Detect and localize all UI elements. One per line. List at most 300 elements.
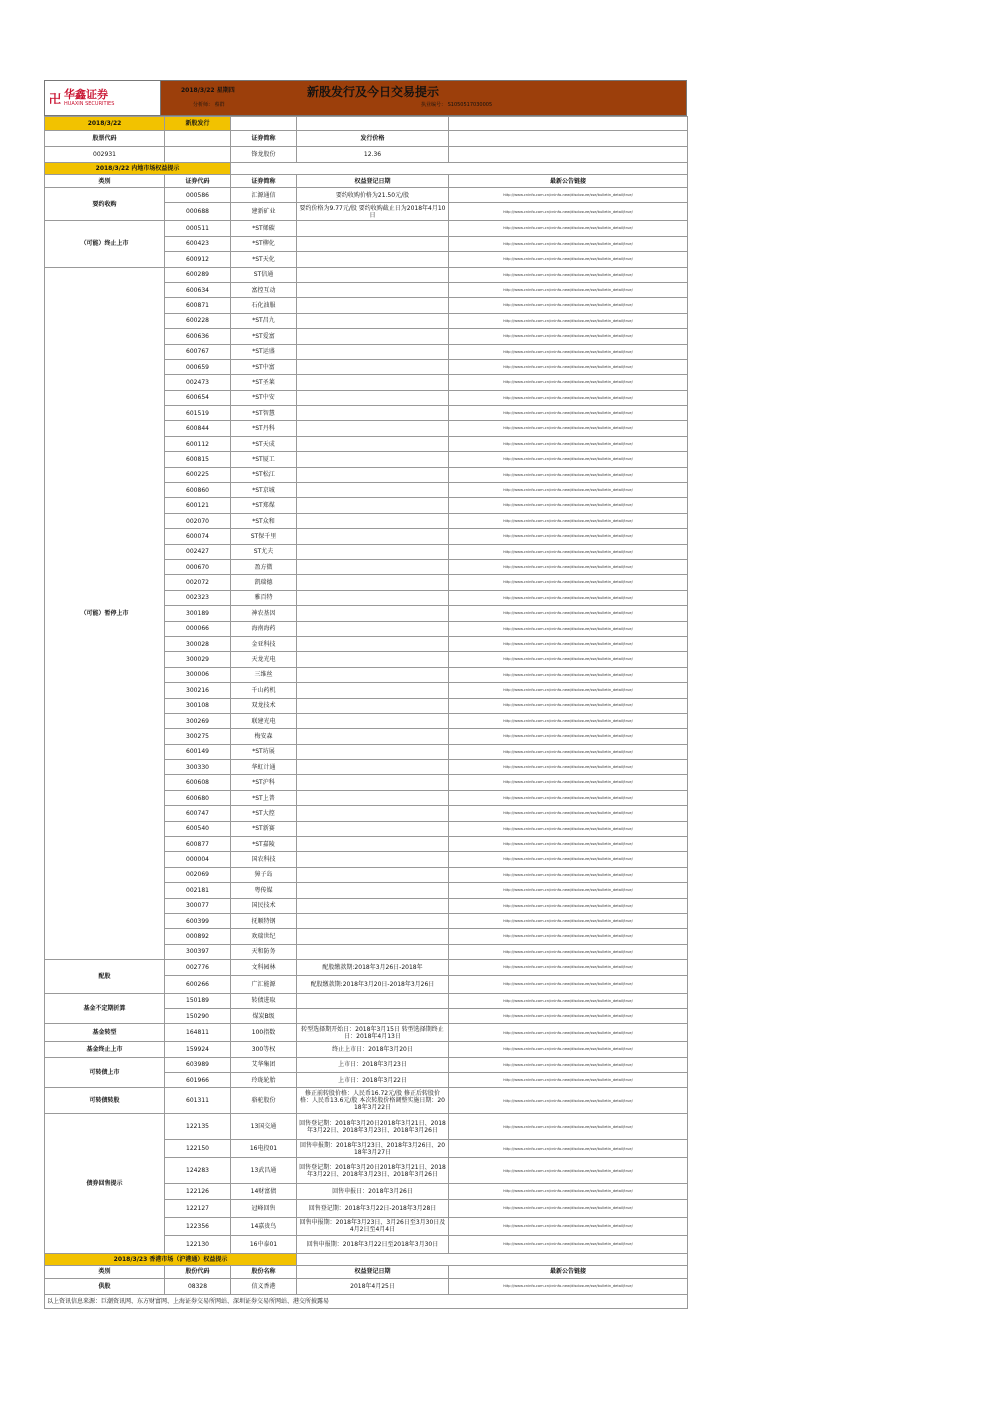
code-cell: 600877 [165, 837, 231, 852]
logo-name-en: HUAXIN SECURITIES [64, 101, 115, 107]
announcement-link[interactable]: http://www.cninfo.com.cn/cninfo-new/disclosure/sse/bulletin_detail/true/ [449, 744, 688, 759]
code-cell: 600399 [165, 913, 231, 928]
column-header: 最新公告链接 [449, 175, 688, 188]
announcement-link[interactable]: http://www.cninfo.com.cn/cninfo-new/disclosure/sse/bulletin_detail/true/ [449, 852, 688, 867]
category-cell: 基金终止上市 [45, 1042, 165, 1057]
record-date-cell: 回售申报期：2018年3月23日、2018年3月26日、2018年3月27日 [297, 1140, 449, 1158]
name-cell: *ST松江 [231, 467, 297, 482]
announcement-link[interactable]: http://www.cninfo.com.cn/cninfo-new/disclosure/sse/bulletin_detail/true/ [449, 929, 688, 944]
hk-bar-row [45, 1253, 688, 1265]
code-cell: 601311 [165, 1088, 231, 1114]
name-cell: 抚顺特钢 [231, 913, 297, 928]
code-cell: 600074 [165, 529, 231, 544]
announcement-link[interactable]: http://www.cninfo.com.cn/cninfo-new/disclosure/sse/bulletin_detail/true/ [449, 1184, 688, 1199]
name-cell: *ST圣莱 [231, 375, 297, 390]
name-cell: 煤炭B级 [231, 1008, 297, 1023]
record-date-cell: 回售申报期：2018年3月22日至2018年3月30日 [297, 1235, 449, 1253]
record-date-cell [297, 929, 449, 944]
announcement-link[interactable]: http://www.cninfo.com.cn/cninfo-new/disclosure/sse/bulletin_detail/true/ [449, 483, 688, 498]
code-cell: 300397 [165, 944, 231, 959]
name-cell: *ST坊展 [231, 744, 297, 759]
announcement-link[interactable]: http://www.cninfo.com.cn/cninfo-new/disclosure/sse/bulletin_detail/true/ [449, 960, 688, 975]
record-date-cell [297, 329, 449, 344]
ipo-date: 2018/3/22 [45, 117, 165, 131]
hk-section-label: 2018/3/23 香港市场（沪港通）权益提示 [45, 1253, 297, 1265]
announcement-link[interactable]: http://www.cninfo.com.cn/cninfo-new/disclosure/sse/bulletin_detail/true/ [449, 729, 688, 744]
code-cell: 600844 [165, 421, 231, 436]
name-cell: 华虹计通 [231, 760, 297, 775]
table-row [45, 1114, 688, 1140]
code-cell: 122127 [165, 1199, 231, 1217]
name-cell: ST保千里 [231, 529, 297, 544]
column-header: 类别 [45, 1265, 165, 1278]
report-date: 2018/3/22 星期四 [181, 87, 235, 94]
code-cell: 000511 [165, 221, 231, 236]
name-cell: *ST嘉陵 [231, 837, 297, 852]
record-date-cell [297, 436, 449, 451]
announcement-link[interactable]: http://www.cninfo.com.cn/cninfo-new/disclosure/sse/bulletin_detail/true/ [449, 1140, 688, 1158]
announcement-link[interactable]: http://www.cninfo.com.cn/cninfo-new/disclosure/sse/bulletin_detail/true/ [449, 1278, 688, 1294]
code-cell: 600680 [165, 790, 231, 805]
name-cell: 神农基因 [231, 606, 297, 621]
announcement-link[interactable]: http://www.cninfo.com.cn/cninfo-new/disclosure/sse/bulletin_detail/true/ [449, 390, 688, 405]
announcement-link[interactable]: http://www.cninfo.com.cn/cninfo-new/disclosure/sse/bulletin_detail/true/ [449, 898, 688, 913]
announcement-link[interactable]: http://www.cninfo.com.cn/cninfo-new/disclosure/sse/bulletin_detail/true/ [449, 760, 688, 775]
name-cell: 广汇能源 [231, 975, 297, 993]
announcement-link[interactable]: http://www.cninfo.com.cn/cninfo-new/disclosure/sse/bulletin_detail/true/ [449, 713, 688, 728]
code-cell: 150290 [165, 1008, 231, 1023]
record-date-cell [297, 298, 449, 313]
announcement-link[interactable]: http://www.cninfo.com.cn/cninfo-new/disclosure/sse/bulletin_detail/true/ [449, 944, 688, 959]
code-cell: 002473 [165, 375, 231, 390]
name-cell: 双龙技术 [231, 698, 297, 713]
name-cell: 13武昌通 [231, 1158, 297, 1184]
name-cell: *ST中富 [231, 359, 297, 374]
code-cell: 600121 [165, 498, 231, 513]
announcement-link[interactable]: http://www.cninfo.com.cn/cninfo-new/disclosure/sse/bulletin_detail/true/ [449, 621, 688, 636]
code-cell: 603989 [165, 1057, 231, 1072]
name-cell: 冠峰回售 [231, 1199, 297, 1217]
announcement-link[interactable]: http://www.cninfo.com.cn/cninfo-new/disclosure/sse/bulletin_detail/true/ [449, 267, 688, 282]
table-row [45, 267, 688, 282]
code-cell: 600912 [165, 252, 231, 267]
record-date-cell [297, 498, 449, 513]
name-cell: 三维丝 [231, 667, 297, 682]
announcement-link[interactable]: http://www.cninfo.com.cn/cninfo-new/disclosure/sse/bulletin_detail/true/ [449, 1217, 688, 1235]
announcement-link[interactable]: http://www.cninfo.com.cn/cninfo-new/disclosure/sse/bulletin_detail/true/ [449, 375, 688, 390]
code-cell: 000892 [165, 929, 231, 944]
record-date-cell [297, 913, 449, 928]
announcement-link[interactable]: http://www.cninfo.com.cn/cninfo-new/disclosure/sse/bulletin_detail/true/ [449, 252, 688, 267]
column-header: 股份代码 [165, 1265, 231, 1278]
table-row [45, 1024, 688, 1042]
name-cell: 艾华集团 [231, 1057, 297, 1072]
record-date-cell [297, 529, 449, 544]
column-header: 证券简称 [231, 175, 297, 188]
record-date-cell: 回售申报日：2018年3月26日 [297, 1184, 449, 1199]
record-date-cell [297, 344, 449, 359]
code-cell: 122126 [165, 1184, 231, 1199]
ipo-header-row [45, 131, 688, 147]
code-cell: 600815 [165, 452, 231, 467]
record-date-cell: 要约价格为9.77元/股 要约收购截止日为2018年4月10日 [297, 203, 449, 221]
code-cell: 002427 [165, 544, 231, 559]
announcement-link[interactable]: http://www.cninfo.com.cn/cninfo-new/disclosure/sse/bulletin_detail/true/ [449, 606, 688, 621]
record-date-cell [297, 852, 449, 867]
name-cell: ST尤夫 [231, 544, 297, 559]
code-cell: 000670 [165, 559, 231, 574]
announcement-link[interactable]: http://www.cninfo.com.cn/cninfo-new/disclosure/sse/bulletin_detail/true/ [449, 867, 688, 882]
record-date-cell [297, 729, 449, 744]
ipo-name: 锋龙股份 [231, 147, 297, 163]
announcement-link[interactable]: http://www.cninfo.com.cn/cninfo-new/disclosure/sse/bulletin_detail/true/ [449, 298, 688, 313]
record-date-cell [297, 359, 449, 374]
code-cell: 159924 [165, 1042, 231, 1057]
code-cell: 300108 [165, 698, 231, 713]
report-sheet [44, 80, 687, 1309]
record-date-cell [297, 375, 449, 390]
table-cell [449, 147, 688, 163]
announcement-link[interactable]: http://www.cninfo.com.cn/cninfo-new/disclosure/sse/bulletin_detail/true/ [449, 913, 688, 928]
record-date-cell [297, 559, 449, 574]
announcement-link[interactable]: http://www.cninfo.com.cn/cninfo-new/disclosure/sse/bulletin_detail/true/ [449, 282, 688, 297]
name-cell: 天和防务 [231, 944, 297, 959]
code-cell: 600747 [165, 806, 231, 821]
record-date-cell [297, 544, 449, 559]
record-date-cell [297, 406, 449, 421]
column-header: 最新公告链接 [449, 1265, 688, 1278]
code-cell: 300189 [165, 606, 231, 621]
name-cell: 凯瑞德 [231, 575, 297, 590]
table-cell [297, 1253, 688, 1265]
announcement-link[interactable]: http://www.cninfo.com.cn/cninfo-new/disclosure/sse/bulletin_detail/true/ [449, 1042, 688, 1057]
ipo-data-row [45, 147, 688, 163]
header-banner [161, 81, 686, 115]
name-cell: *ST上普 [231, 790, 297, 805]
table-cell [297, 117, 449, 131]
name-cell: *ST天化 [231, 252, 297, 267]
category-cell: 可转债转股 [45, 1088, 165, 1114]
announcement-link[interactable]: http://www.cninfo.com.cn/cninfo-new/disclosure/sse/bulletin_detail/true/ [449, 1057, 688, 1072]
record-date-cell: 上市日：2018年3月23日 [297, 1057, 449, 1072]
name-cell: 转债进取 [231, 993, 297, 1008]
logo-icon: 卍 [49, 91, 62, 106]
code-cell: 600540 [165, 821, 231, 836]
code-cell: 600423 [165, 236, 231, 251]
announcement-link[interactable]: http://www.cninfo.com.cn/cninfo-new/disclosure/sse/bulletin_detail/true/ [449, 683, 688, 698]
code-cell: 000004 [165, 852, 231, 867]
code-cell: 124283 [165, 1158, 231, 1184]
table-cell [449, 117, 688, 131]
code-cell: 300216 [165, 683, 231, 698]
announcement-link[interactable]: http://www.cninfo.com.cn/cninfo-new/disclosure/sse/bulletin_detail/true/ [449, 1158, 688, 1184]
analyst-name: 分析师： 蔡群 [193, 102, 225, 108]
name-cell: 梅安森 [231, 729, 297, 744]
record-date-cell [297, 621, 449, 636]
announcement-link[interactable]: http://www.cninfo.com.cn/cninfo-new/disclosure/sse/bulletin_detail/true/ [449, 436, 688, 451]
announcement-link[interactable]: http://www.cninfo.com.cn/cninfo-new/disclosure/sse/bulletin_detail/true/ [449, 1088, 688, 1114]
table-row [45, 1088, 688, 1114]
announcement-link[interactable]: http://www.cninfo.com.cn/cninfo-new/disclosure/sse/bulletin_detail/true/ [449, 590, 688, 605]
announcement-link[interactable]: http://www.cninfo.com.cn/cninfo-new/disclosure/sse/bulletin_detail/true/ [449, 975, 688, 993]
announcement-link[interactable]: http://www.cninfo.com.cn/cninfo-new/disclosure/sse/bulletin_detail/true/ [449, 1199, 688, 1217]
name-cell: *ST天成 [231, 436, 297, 451]
announcement-link[interactable]: http://www.cninfo.com.cn/cninfo-new/disclosure/sse/bulletin_detail/true/ [449, 188, 688, 203]
record-date-cell [297, 760, 449, 775]
name-cell: *ST京城 [231, 483, 297, 498]
announcement-link[interactable]: http://www.cninfo.com.cn/cninfo-new/disclosure/sse/bulletin_detail/true/ [449, 559, 688, 574]
table-cell [231, 163, 688, 175]
source-note: 以上资讯信息来源：巨潮资讯网、东方财富网、上海证券交易所网站、深圳证券交易所网站、港交所披露易 [45, 1294, 688, 1308]
record-date-cell [297, 513, 449, 528]
record-date-cell [297, 1008, 449, 1023]
code-cell: 300029 [165, 652, 231, 667]
name-cell: *ST大控 [231, 806, 297, 821]
column-header: 发行价格 [297, 131, 449, 147]
announcement-link[interactable]: http://www.cninfo.com.cn/cninfo-new/disclosure/sse/bulletin_detail/true/ [449, 203, 688, 221]
name-cell: 盈方微 [231, 559, 297, 574]
category-cell: 基金转型 [45, 1024, 165, 1042]
record-date-cell [297, 575, 449, 590]
brand-logo [45, 81, 161, 115]
record-date-cell [297, 821, 449, 836]
record-date-cell [297, 267, 449, 282]
code-cell: 002181 [165, 883, 231, 898]
code-cell: 002776 [165, 960, 231, 975]
record-date-cell [297, 744, 449, 759]
code-cell: 600228 [165, 313, 231, 328]
record-date-cell [297, 993, 449, 1008]
record-date-cell: 回售申报期：2018年3月23日、3月26日至3月30日及4月2日至4月4日 [297, 1217, 449, 1235]
license-number: 执业编号： S1050517030005 [421, 102, 493, 108]
code-cell: 600654 [165, 390, 231, 405]
category-cell: 配股 [45, 960, 165, 993]
name-cell: *ST郑煤 [231, 498, 297, 513]
name-cell: *ST昌九 [231, 313, 297, 328]
record-date-cell: 转型选择期开始日：2018年3月15日 转型选择期终止日：2018年4月13日 [297, 1024, 449, 1042]
table-cell [231, 117, 297, 131]
table-row [45, 221, 688, 236]
name-cell: 100指数 [231, 1024, 297, 1042]
name-cell: 国农科技 [231, 852, 297, 867]
code-cell: 601966 [165, 1073, 231, 1088]
code-cell: 002069 [165, 867, 231, 882]
code-cell: 300330 [165, 760, 231, 775]
record-date-cell [297, 667, 449, 682]
column-header: 股份名称 [231, 1265, 297, 1278]
record-date-cell: 要约收购价格为21.50元/股 [297, 188, 449, 203]
record-date-cell [297, 698, 449, 713]
record-date-cell [297, 775, 449, 790]
record-date-cell: 配股缴款期:2018年3月26日-2018年 [297, 960, 449, 975]
record-date-cell: 终止上市日：2018年3月20日 [297, 1042, 449, 1057]
announcement-link[interactable]: http://www.cninfo.com.cn/cninfo-new/disclosure/sse/bulletin_detail/true/ [449, 698, 688, 713]
code-cell: 122356 [165, 1217, 231, 1235]
announcement-link[interactable]: http://www.cninfo.com.cn/cninfo-new/disclosure/sse/bulletin_detail/true/ [449, 1073, 688, 1088]
code-cell: 600767 [165, 344, 231, 359]
logo-name: 华鑫证券 [64, 88, 109, 101]
code-cell: 600634 [165, 282, 231, 297]
ipo-section-label: 新股发行 [165, 117, 231, 131]
name-cell: 14嘉贵鸟 [231, 1217, 297, 1235]
name-cell: 14财富债 [231, 1184, 297, 1199]
name-cell: *ST智慧 [231, 406, 297, 421]
record-date-cell [297, 236, 449, 251]
code-cell: 600289 [165, 267, 231, 282]
code-cell: 122130 [165, 1235, 231, 1253]
record-date-cell [297, 590, 449, 605]
record-date-cell [297, 806, 449, 821]
mainland-header-row [45, 175, 688, 188]
record-date-cell [297, 867, 449, 882]
announcement-link[interactable]: http://www.cninfo.com.cn/cninfo-new/disclosure/sse/bulletin_detail/true/ [449, 575, 688, 590]
name-cell: 文科园林 [231, 960, 297, 975]
announcement-link[interactable]: http://www.cninfo.com.cn/cninfo-new/disclosure/sse/bulletin_detail/true/ [449, 498, 688, 513]
category-cell: 供股 [45, 1278, 165, 1294]
name-cell: 300等权 [231, 1042, 297, 1057]
name-cell: *ST爱富 [231, 329, 297, 344]
record-date-cell [297, 282, 449, 297]
name-cell: *ST中安 [231, 390, 297, 405]
announcement-link[interactable]: http://www.cninfo.com.cn/cninfo-new/disclosure/sse/bulletin_detail/true/ [449, 236, 688, 251]
record-date-cell [297, 944, 449, 959]
category-cell: 基金不定期折算 [45, 993, 165, 1024]
ipo-price: 12.36 [297, 147, 449, 163]
announcement-link[interactable]: http://www.cninfo.com.cn/cninfo-new/disclosure/sse/bulletin_detail/true/ [449, 1024, 688, 1042]
announcement-link[interactable]: http://www.cninfo.com.cn/cninfo-new/disclosure/sse/bulletin_detail/true/ [449, 221, 688, 236]
data-table [44, 116, 688, 1309]
record-date-cell: 上市日：2018年3月22日 [297, 1073, 449, 1088]
record-date-cell: 回售登记期：2018年3月22日-2018年3月28日 [297, 1199, 449, 1217]
announcement-link[interactable]: http://www.cninfo.com.cn/cninfo-new/disclosure/sse/bulletin_detail/true/ [449, 1114, 688, 1140]
table-cell [165, 147, 231, 163]
name-cell: *ST烯碳 [231, 221, 297, 236]
code-cell: 000659 [165, 359, 231, 374]
name-cell: 联建光电 [231, 713, 297, 728]
record-date-cell [297, 221, 449, 236]
announcement-link[interactable]: http://www.cninfo.com.cn/cninfo-new/disclosure/sse/bulletin_detail/true/ [449, 467, 688, 482]
name-cell: *ST新赛 [231, 821, 297, 836]
code-cell: 300269 [165, 713, 231, 728]
code-cell: 002072 [165, 575, 231, 590]
announcement-link[interactable]: http://www.cninfo.com.cn/cninfo-new/disclosure/sse/bulletin_detail/true/ [449, 1008, 688, 1023]
code-cell: 122135 [165, 1114, 231, 1140]
record-date-cell: 回售登记期：2018年3月20日2018年3月21日、2018年3月22日、2018年3月23日、2018年3月26日 [297, 1114, 449, 1140]
name-cell: 粤传媒 [231, 883, 297, 898]
mainland-section-label: 2018/3/22 内地市场权益提示 [45, 163, 231, 175]
announcement-link[interactable]: http://www.cninfo.com.cn/cninfo-new/disclosure/sse/bulletin_detail/true/ [449, 452, 688, 467]
code-cell: 000066 [165, 621, 231, 636]
announcement-link[interactable]: http://www.cninfo.com.cn/cninfo-new/disclosure/sse/bulletin_detail/true/ [449, 344, 688, 359]
code-cell: 600871 [165, 298, 231, 313]
announcement-link[interactable]: http://www.cninfo.com.cn/cninfo-new/disclosure/sse/bulletin_detail/true/ [449, 329, 688, 344]
announcement-link[interactable]: http://www.cninfo.com.cn/cninfo-new/disclosure/sse/bulletin_detail/true/ [449, 821, 688, 836]
ipo-bar-row [45, 117, 688, 131]
announcement-link[interactable]: http://www.cninfo.com.cn/cninfo-new/disclosure/sse/bulletin_detail/true/ [449, 1235, 688, 1253]
column-header: 类别 [45, 175, 165, 188]
code-cell: 600636 [165, 329, 231, 344]
name-cell: 信义香港 [231, 1278, 297, 1294]
table-row [45, 993, 688, 1008]
record-date-cell [297, 837, 449, 852]
announcement-link[interactable]: http://www.cninfo.com.cn/cninfo-new/disclosure/sse/bulletin_detail/true/ [449, 513, 688, 528]
table-row [45, 1057, 688, 1072]
announcement-link[interactable]: http://www.cninfo.com.cn/cninfo-new/disclosure/sse/bulletin_detail/true/ [449, 667, 688, 682]
announcement-link[interactable]: http://www.cninfo.com.cn/cninfo-new/disclosure/sse/bulletin_detail/true/ [449, 806, 688, 821]
announcement-link[interactable]: http://www.cninfo.com.cn/cninfo-new/disclosure/sse/bulletin_detail/true/ [449, 993, 688, 1008]
code-cell: 600225 [165, 467, 231, 482]
announcement-link[interactable]: http://www.cninfo.com.cn/cninfo-new/disclosure/sse/bulletin_detail/true/ [449, 359, 688, 374]
record-date-cell [297, 452, 449, 467]
name-cell: 16中泰01 [231, 1235, 297, 1253]
category-cell: 债券回售提示 [45, 1114, 165, 1253]
category-cell: （可能）终止上市 [45, 221, 165, 267]
code-cell: 300077 [165, 898, 231, 913]
name-cell: 海南海药 [231, 621, 297, 636]
record-date-cell [297, 467, 449, 482]
announcement-link[interactable]: http://www.cninfo.com.cn/cninfo-new/disclosure/sse/bulletin_detail/true/ [449, 544, 688, 559]
column-header: 权益登记日期 [297, 175, 449, 188]
record-date-cell [297, 252, 449, 267]
name-cell: 国民技术 [231, 898, 297, 913]
record-date-cell: 回售登记期：2018年3月20日2018年3月21日、2018年3月22日、2018年3月23日、2018年3月26日 [297, 1158, 449, 1184]
announcement-link[interactable]: http://www.cninfo.com.cn/cninfo-new/disclosure/sse/bulletin_detail/true/ [449, 652, 688, 667]
announcement-link[interactable]: http://www.cninfo.com.cn/cninfo-new/disclosure/sse/bulletin_detail/true/ [449, 837, 688, 852]
announcement-link[interactable]: http://www.cninfo.com.cn/cninfo-new/disclosure/sse/bulletin_detail/true/ [449, 421, 688, 436]
record-date-cell [297, 606, 449, 621]
record-date-cell [297, 883, 449, 898]
announcement-link[interactable]: http://www.cninfo.com.cn/cninfo-new/disclosure/sse/bulletin_detail/true/ [449, 529, 688, 544]
record-date-cell: 2018年4月25日 [297, 1278, 449, 1294]
name-cell: 富控互动 [231, 282, 297, 297]
name-cell: 石化油服 [231, 298, 297, 313]
category-cell: （可能）暂停上市 [45, 267, 165, 960]
name-cell: 13国交通 [231, 1114, 297, 1140]
record-date-cell [297, 636, 449, 651]
column-header: 证券简称 [231, 131, 297, 147]
name-cell: *ST厦工 [231, 452, 297, 467]
code-cell: 002323 [165, 590, 231, 605]
code-cell: 150189 [165, 993, 231, 1008]
column-header: 证券代码 [165, 175, 231, 188]
announcement-link[interactable]: http://www.cninfo.com.cn/cninfo-new/disclosure/sse/bulletin_detail/true/ [449, 406, 688, 421]
announcement-link[interactable]: http://www.cninfo.com.cn/cninfo-new/disclosure/sse/bulletin_detail/true/ [449, 775, 688, 790]
name-cell: 千山药机 [231, 683, 297, 698]
announcement-link[interactable]: http://www.cninfo.com.cn/cninfo-new/disclosure/sse/bulletin_detail/true/ [449, 636, 688, 651]
announcement-link[interactable]: http://www.cninfo.com.cn/cninfo-new/disclosure/sse/bulletin_detail/true/ [449, 790, 688, 805]
announcement-link[interactable]: http://www.cninfo.com.cn/cninfo-new/disclosure/sse/bulletin_detail/true/ [449, 883, 688, 898]
column-header: 权益登记日期 [297, 1265, 449, 1278]
code-cell: 000688 [165, 203, 231, 221]
name-cell: 玲珑轮胎 [231, 1073, 297, 1088]
name-cell: 骆驼股份 [231, 1088, 297, 1114]
code-cell: 600149 [165, 744, 231, 759]
mainland-bar-row [45, 163, 688, 175]
report-header [44, 80, 687, 116]
code-cell: 300028 [165, 636, 231, 651]
table-row [45, 188, 688, 203]
code-cell: 600112 [165, 436, 231, 451]
announcement-link[interactable]: http://www.cninfo.com.cn/cninfo-new/disclosure/sse/bulletin_detail/true/ [449, 313, 688, 328]
footer-row [45, 1294, 688, 1308]
name-cell: 汇源通信 [231, 188, 297, 203]
code-cell: 08328 [165, 1278, 231, 1294]
category-cell: 可转债上市 [45, 1057, 165, 1088]
page-title: 新股发行及今日交易提示 [307, 85, 440, 99]
record-date-cell [297, 421, 449, 436]
name-cell: ST信通 [231, 267, 297, 282]
name-cell: 建新矿业 [231, 203, 297, 221]
